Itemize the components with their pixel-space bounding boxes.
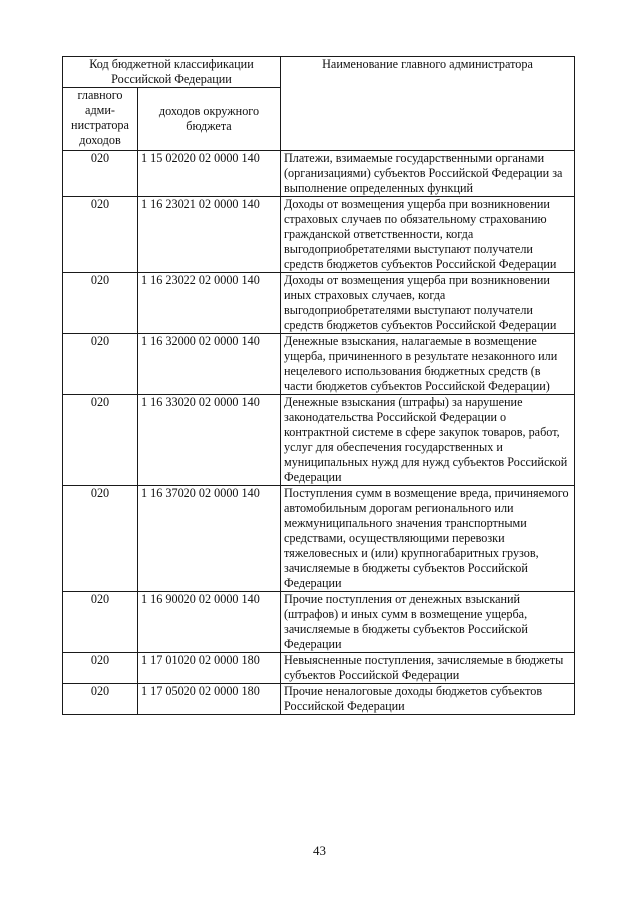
admin-code-cell: 020 — [63, 486, 138, 592]
table-row — [63, 273, 575, 334]
budget-code-cell: 1 15 02020 02 0000 140 — [138, 151, 281, 197]
table-row — [63, 197, 575, 273]
header-budget-code-group: Код бюджетной классификации Российской Федерации — [63, 57, 281, 88]
table-row — [63, 653, 575, 684]
admin-code-cell: 020 — [63, 684, 138, 715]
table-row — [63, 486, 575, 592]
table-row — [63, 334, 575, 395]
table-row — [63, 684, 575, 715]
table-row — [63, 151, 575, 197]
budget-code-cell: 1 16 33020 02 0000 140 — [138, 395, 281, 486]
budget-code-cell: 1 16 23022 02 0000 140 — [138, 273, 281, 334]
table-row — [63, 395, 575, 486]
admin-code-cell: 020 — [63, 273, 138, 334]
income-name-cell: Денежные взыскания, налагаемые в возмещение ущерба, причиненного в результате незаконного или нецелевого использования бюджетных средств (в части бюджетов субъектов Российской Федерации) — [281, 334, 575, 395]
budget-code-cell: 1 16 90020 02 0000 140 — [138, 592, 281, 653]
income-name-cell: Прочие неналоговые доходы бюджетов субъектов Российской Федерации — [281, 684, 575, 715]
admin-code-cell: 020 — [63, 592, 138, 653]
income-name-cell: Прочие поступления от денежных взысканий (штрафов) и иных сумм в возмещение ущерба, зачисляемые в бюджеты субъектов Российской Федерации — [281, 592, 575, 653]
income-name-cell: Невыясненные поступления, зачисляемые в бюджеты субъектов Российской Федерации — [281, 653, 575, 684]
table-row — [63, 592, 575, 653]
budget-code-cell: 1 17 01020 02 0000 180 — [138, 653, 281, 684]
page-number: 43 — [313, 843, 326, 858]
income-name-cell: Доходы от возмещения ущерба при возникновении иных страховых случаев, когда выгодоприобретателями выступают получатели средств бюджетов субъектов Российской Федерации — [281, 273, 575, 334]
income-name-cell: Поступления сумм в возмещение вреда, причиняемого автомобильным дорогам регионального или межмуниципального значения транспортными средствами, осуществляющими перевозки тяжеловесных и (или) крупногабаритных грузов, зачисляемые в бюджеты субъектов Российской Федерации — [281, 486, 575, 592]
admin-code-cell: 020 — [63, 151, 138, 197]
budget-code-cell: 1 16 37020 02 0000 140 — [138, 486, 281, 592]
income-name-cell: Платежи, взимаемые государственными органами (организациями) субъектов Российской Федерации за выполнение определенных функций — [281, 151, 575, 197]
budget-classification-table — [62, 56, 575, 715]
budget-code-cell: 1 16 23021 02 0000 140 — [138, 197, 281, 273]
admin-code-cell: 020 — [63, 197, 138, 273]
header-district-budget-income: доходов окружного бюджета — [138, 88, 281, 151]
admin-code-cell: 020 — [63, 334, 138, 395]
table-header — [63, 57, 575, 151]
budget-code-cell: 1 16 32000 02 0000 140 — [138, 334, 281, 395]
admin-code-cell: 020 — [63, 395, 138, 486]
income-name-cell: Доходы от возмещения ущерба при возникновении страховых случаев по обязательному страхованию гражданской ответственности, когда выгодоприобретателями выступают получатели средств бюджетов субъектов Российской Федерации — [281, 197, 575, 273]
admin-code-cell: 020 — [63, 653, 138, 684]
table-body — [63, 151, 575, 715]
header-administrator-name: Наименование главного администратора — [281, 57, 575, 151]
income-name-cell: Денежные взыскания (штрафы) за нарушение законодательства Российской Федерации о контрактной системе в сфере закупок товаров, работ, услуг для обеспечения государственных и муниципальных нужд для нужд субъектов Российской Федерации — [281, 395, 575, 486]
budget-code-cell: 1 17 05020 02 0000 180 — [138, 684, 281, 715]
header-chief-administrator: главного адми-нистратора доходов — [63, 88, 138, 151]
